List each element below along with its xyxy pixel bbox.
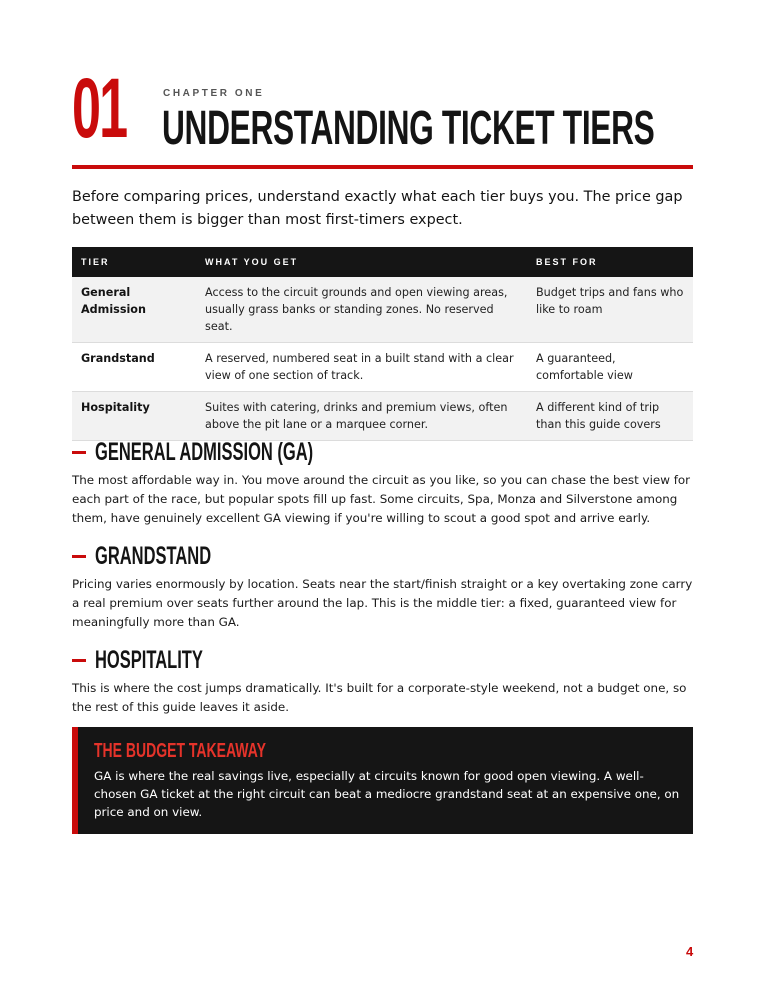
- section-dash: [72, 659, 86, 662]
- table-cell-tier: Grandstand: [72, 343, 196, 392]
- table-cell-what: A reserved, numbered seat in a built stand with a clear view of one section of track.: [196, 343, 527, 392]
- section-title: GENERAL ADMISSION (GA): [95, 438, 314, 466]
- section-dash: [72, 451, 86, 454]
- table-row: [72, 392, 693, 441]
- section-body: Pricing varies enormously by location. Seats near the start/finish straight or a key overtaking zone carry a real premium over seats further around the lap. This is the middle tier: a fixed, guaranteed view for meaningfully more than GA.: [72, 577, 693, 629]
- table-cell-what: Suites with catering, drinks and premium views, often above the pit lane or a marquee corner.: [196, 392, 527, 441]
- section-body: This is where the cost jumps dramatically. It's built for a corporate-style weekend, not a budget one, so the rest of this guide leaves it aside.: [72, 681, 687, 714]
- chapter-number: 01: [72, 61, 127, 155]
- section-hospitality: [72, 645, 693, 717]
- section-general-admission: [72, 437, 693, 528]
- table-header-row: [72, 247, 693, 277]
- table-header-tier: TIER: [72, 247, 196, 277]
- table-row: [72, 343, 693, 392]
- page-number: 4: [686, 944, 694, 959]
- header-rule: [72, 165, 693, 169]
- section-heading: [72, 541, 693, 571]
- section-dash: [72, 555, 86, 558]
- section-body: The most affordable way in. You move around the circuit as you like, so you can chase the best view for each part of the race, but popular spots fill up fast. Some circuits, Spa, Monza and Silverstone among them, have genuinely excellent GA viewing if you're willing to scout a good spot and arrive early.: [72, 473, 691, 525]
- table-cell-tier: General Admission: [72, 277, 196, 343]
- chapter-eyebrow: CHAPTER ONE: [163, 88, 265, 99]
- table-row: [72, 277, 693, 343]
- section-grandstand: [72, 541, 693, 632]
- section-title: HOSPITALITY: [95, 646, 203, 674]
- table-cell-best: Budget trips and fans who like to roam: [527, 277, 693, 343]
- callout-title: THE BUDGET TAKEAWAY: [94, 740, 266, 762]
- table-header-what: WHAT YOU GET: [196, 247, 527, 277]
- intro-paragraph: Before comparing prices, understand exactly what each tier buys you. The price gap between them is bigger than most first-timers expect.: [72, 189, 683, 228]
- section-title: GRANDSTAND: [95, 542, 212, 570]
- chapter-header: [72, 58, 693, 170]
- tier-table: [72, 247, 693, 441]
- table-header-best: BEST FOR: [527, 247, 693, 277]
- table-cell-best: A guaranteed, comfortable view: [527, 343, 693, 392]
- section-heading: [72, 437, 693, 467]
- table-cell-what: Access to the circuit grounds and open viewing areas, usually grass banks or standing zones. No reserved seat.: [196, 277, 527, 343]
- callout-body: GA is where the real savings live, especially at circuits known for good open viewing. A well-chosen GA ticket at the right circuit can beat a mediocre grandstand seat at an expensive one, on price and on view.: [94, 769, 680, 819]
- table-cell-best: A different kind of trip than this guide covers: [527, 392, 693, 441]
- section-heading: [72, 645, 693, 675]
- table-cell-tier: Hospitality: [72, 392, 196, 441]
- chapter-title: UNDERSTANDING TICKET TIERS: [162, 102, 655, 155]
- budget-takeaway-callout: [72, 727, 693, 834]
